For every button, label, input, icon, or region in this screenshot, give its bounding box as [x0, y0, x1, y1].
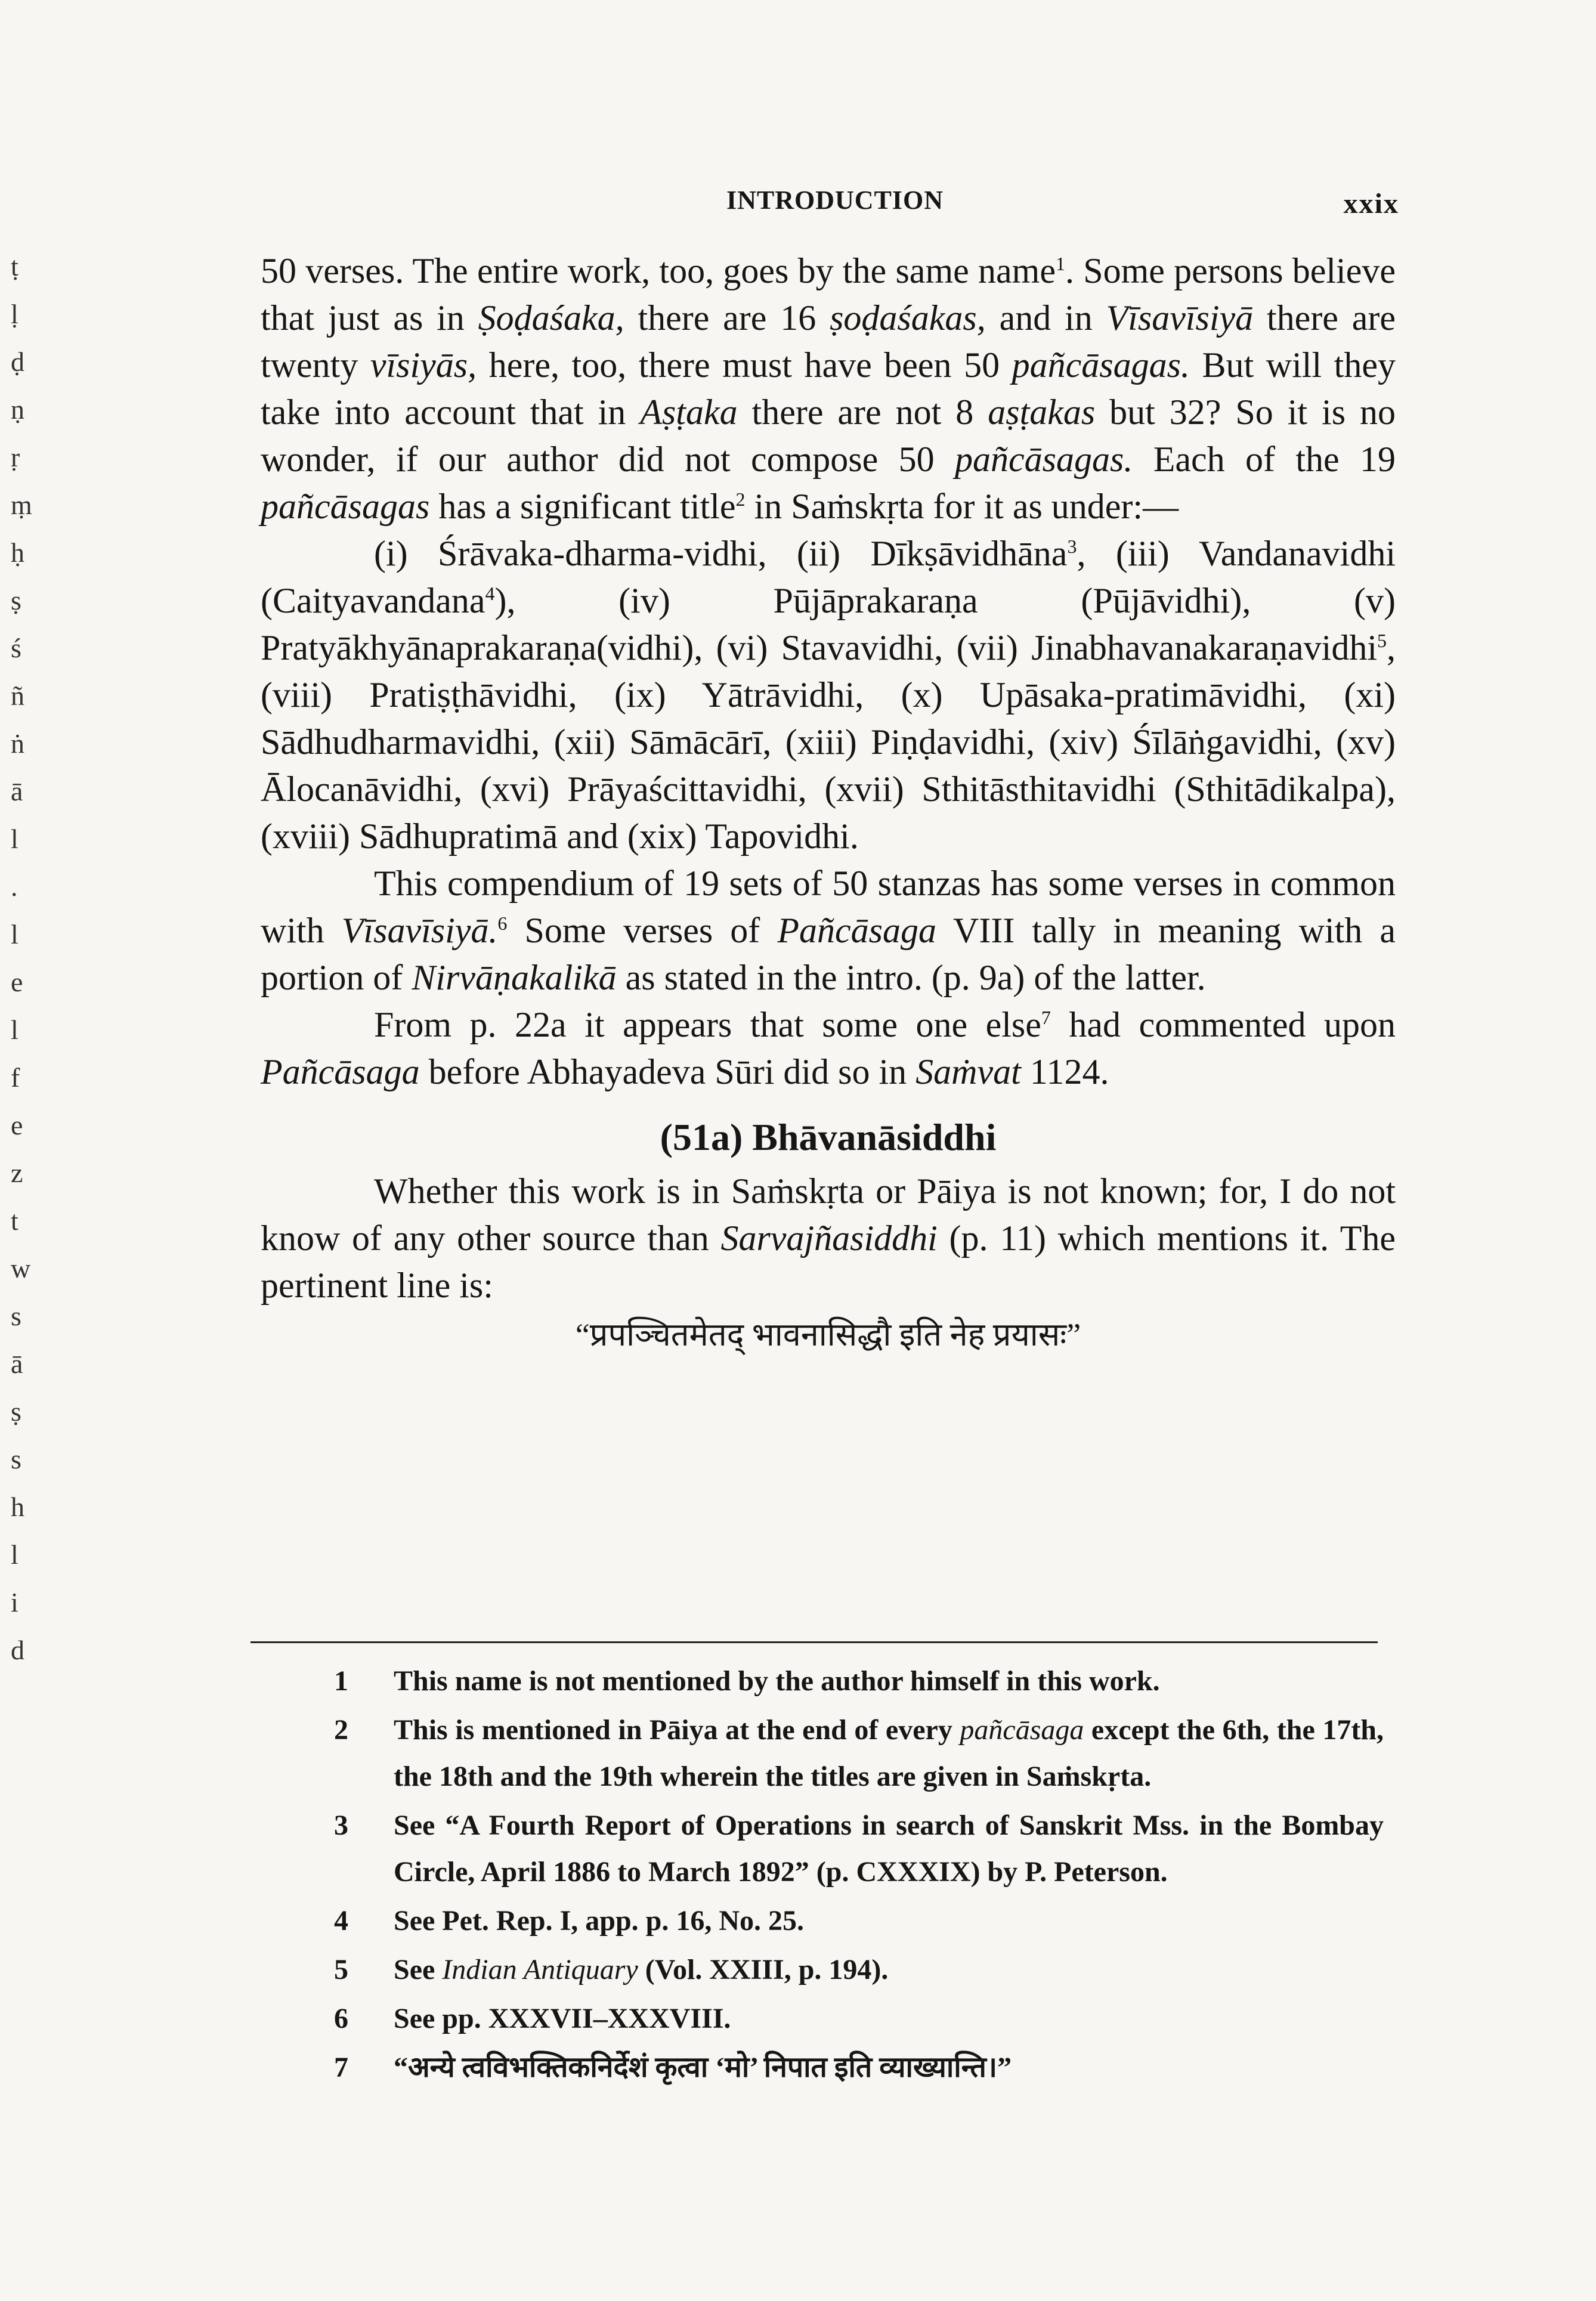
paragraph-4: From p. 22a it appears that some one else$^7$ had commented upon Pañcāsaga before Abhayadeva Sūri did so in Saṁvat 1124.	[261, 1005, 1396, 1091]
margin-mark: s	[11, 1301, 21, 1331]
footnote: 6 See pp. XXXVII–XXXVIII.	[334, 2003, 731, 2034]
footnote-ref: 7	[1041, 1007, 1051, 1028]
footnote: 4 See Pet. Rep. I, app. p. 16, No. 25.	[334, 1905, 805, 1937]
running-head	[0, 179, 1596, 227]
margin-mark: e	[11, 967, 23, 997]
body-text	[261, 248, 1396, 1359]
margin-mark: ṣ	[11, 585, 21, 616]
page-number: xxix	[1343, 188, 1399, 219]
footnote: 2 This is mentioned in Pāiya at the end of every pañcāsaga except the 6th, the 17th, the 18th and the 19th wherein the titles are given in Saṁskṛta.	[334, 1714, 1384, 1792]
margin-mark: .	[11, 871, 18, 902]
footnote-ref: 3	[1067, 536, 1077, 557]
footnote-divider	[250, 1641, 1378, 1643]
margin-mark: ṛ	[11, 442, 20, 472]
margin-mark: l	[11, 1015, 18, 1045]
footnote-ref: 1	[1055, 253, 1065, 274]
footnote: 5 See Indian Antiquary (Vol. XXIII, p. 194).	[334, 1954, 889, 1985]
margin-mark: i	[11, 1587, 18, 1617]
margin-mark: l	[11, 919, 18, 950]
section-heading: (51a) Bhāvanāsiddhi	[660, 1116, 997, 1158]
paragraph-5: Whether this work is in Saṁskṛta or Pāiya is not known; for, I do not know of any other source than Sarvajñasiddhi (p. 11) which mentions it. The pertinent line is:	[261, 1171, 1396, 1305]
margin-mark: s	[11, 1444, 21, 1474]
footnote-ref: 4	[485, 583, 495, 604]
margin-mark: ś	[11, 633, 21, 663]
margin-mark: ḍ	[11, 347, 24, 377]
margin-mark: h	[11, 1492, 24, 1522]
margin-mark: z	[11, 1158, 23, 1188]
margin-mark: ā	[11, 776, 23, 806]
footnotes	[334, 1658, 1384, 2093]
margin-mark: ṃ	[11, 490, 32, 520]
margin-mark: ṅ	[11, 728, 24, 759]
margin-mark: ā	[11, 1349, 23, 1379]
footnote: 1 This name is not mentioned by the author himself in this work.	[334, 1665, 1160, 1697]
footnote: 3 See “A Fourth Report of Operations in search of Sanskrit Mss. in the Bombay Circle, April 1886 to March 1892” (p. CXXXIX) by P. Peterson.	[334, 1810, 1384, 1888]
footnote-ref: 2	[735, 488, 746, 510]
margin-mark: w	[11, 1253, 31, 1284]
margin-mark: ṭ	[11, 251, 18, 282]
margin-mark: t	[11, 1205, 18, 1236]
paragraph-1: 50 verses. The entire work, too, goes by the same name$^1$. Some persons believe that just as in Ṣoḍaśaka, there are 16 ṣoḍaśakas, and in Vīsavīsiyā there are twenty vīsiyās, here, too, there must have been 50 pañcāsagas. But will they take into account that in Aṣṭaka there are not 8 aṣṭakas but 32? So it is no wonder, if our author did not compose 50 pañcāsagas. Each of the 19 pañcāsagas has a significant title$^2$ in Saṁskṛta for it as under:—	[261, 251, 1396, 526]
margin-mark: d	[11, 1635, 24, 1665]
paragraph-3: This compendium of 19 sets of 50 stanzas has some verses in common with Vīsavīsiyā.$^6$ Some verses of Pañcāsaga VIII tally in meaning with a portion of Nirvāṇakalikā as stated in the intro. (p. 9a) of the latter.	[261, 864, 1396, 997]
margin-mark: ḥ	[11, 537, 24, 568]
margin-mark: ṣ	[11, 1396, 21, 1427]
sanskrit-quote: “प्रपञ्चितमेतद् भावनासिद्धौ इति नेह प्रयासः”	[575, 1317, 1081, 1353]
paragraph-2: (i) Śrāvaka-dharma-vidhi, (ii) Dīkṣāvidhāna$^3$, (iii) Vandanavidhi (Caityavandana$^4$), (iv) Pūjāprakaraṇa (Pūjāvidhi), (v) Pratyākhyānaprakaraṇa(vidhi), (vi) Stavavidhi, (vii) Jinabhavanakaraṇavidhi$^5$, (viii) Pratiṣṭhāvidhi, (ix) Yātrāvidhi, (x) Upāsaka-pratimāvidhi, (xi) Sādhudharmavidhi, (xii) Sāmācārī, (xiii) Piṇḍavidhi, (xiv) Śīlāṅgavidhi, (xv) Ālocanāvidhi, (xvi) Prāyaścittavidhi, (xvii) Sthitāsthitavidhi (Sthitādikalpa), (xviii) Sādhupratimā and (xix) Tapovidhi.	[261, 534, 1396, 856]
margin-mark: f	[11, 1062, 20, 1093]
margin-mark: ñ	[11, 681, 24, 711]
footnote-ref: 5	[1377, 630, 1387, 651]
margin-mark: l	[11, 824, 18, 854]
margin-mark: ḷ	[11, 299, 18, 329]
running-title: INTRODUCTION	[726, 185, 944, 215]
margin-mark: l	[11, 1539, 18, 1570]
margin-mark: e	[11, 1110, 23, 1140]
footnote: 7 “अन्ये त्वविभक्तिकनिर्देशं कृत्वा ‘मो’ निपात इति व्याख्यान्ति।”	[334, 2052, 1012, 2083]
margin-marks	[11, 250, 41, 1682]
margin-mark: ṇ	[11, 394, 24, 425]
footnote-ref: 6	[497, 913, 508, 934]
